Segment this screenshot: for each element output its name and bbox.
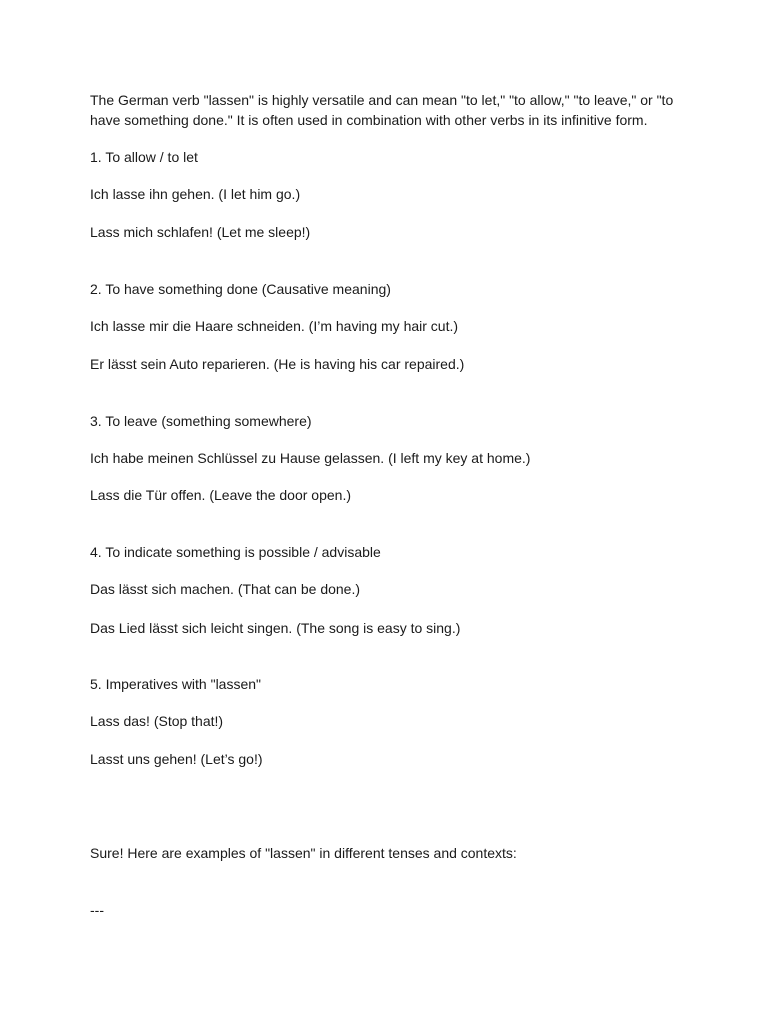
- example-sentence: Lass die Tür offen. (Leave the door open.): [90, 487, 351, 503]
- section-heading: 3. To leave (something somewhere): [90, 413, 312, 429]
- separator-line: ---: [90, 902, 104, 918]
- example-sentence: Ich lasse ihn gehen. (I let him go.): [90, 186, 301, 202]
- example-sentence: Das Lied lässt sich leicht singen. (The song is easy to sing.): [90, 620, 461, 636]
- section-heading: 2. To have something done (Causative meaning): [90, 281, 391, 297]
- closing-paragraph: Sure! Here are examples of "lassen" in different tenses and contexts:: [90, 845, 517, 861]
- section-heading: 5. Imperatives with "lassen": [90, 676, 262, 692]
- section-heading: 1. To allow / to let: [90, 149, 198, 165]
- example-sentence: Lass das! (Stop that!): [90, 713, 224, 729]
- example-sentence: Lass mich schlafen! (Let me sleep!): [90, 224, 311, 240]
- example-sentence: Das lässt sich machen. (That can be done.): [90, 581, 361, 597]
- example-sentence: Er lässt sein Auto reparieren. (He is having his car repaired.): [90, 356, 465, 372]
- example-sentence: Lasst uns gehen! (Let’s go!): [90, 751, 263, 767]
- example-sentence: Ich lasse mir die Haare schneiden. (I’m having my hair cut.): [90, 318, 459, 334]
- intro-paragraph: The German verb "lassen" is highly versatile and can mean "to let," "to allow," "to leave," or "to have something done." It is often used in combination with other verbs in its infinitive form.: [90, 92, 674, 128]
- section-heading: 4. To indicate something is possible / advisable: [90, 544, 381, 560]
- example-sentence: Ich habe meinen Schlüssel zu Hause gelassen. (I left my key at home.): [90, 450, 531, 466]
